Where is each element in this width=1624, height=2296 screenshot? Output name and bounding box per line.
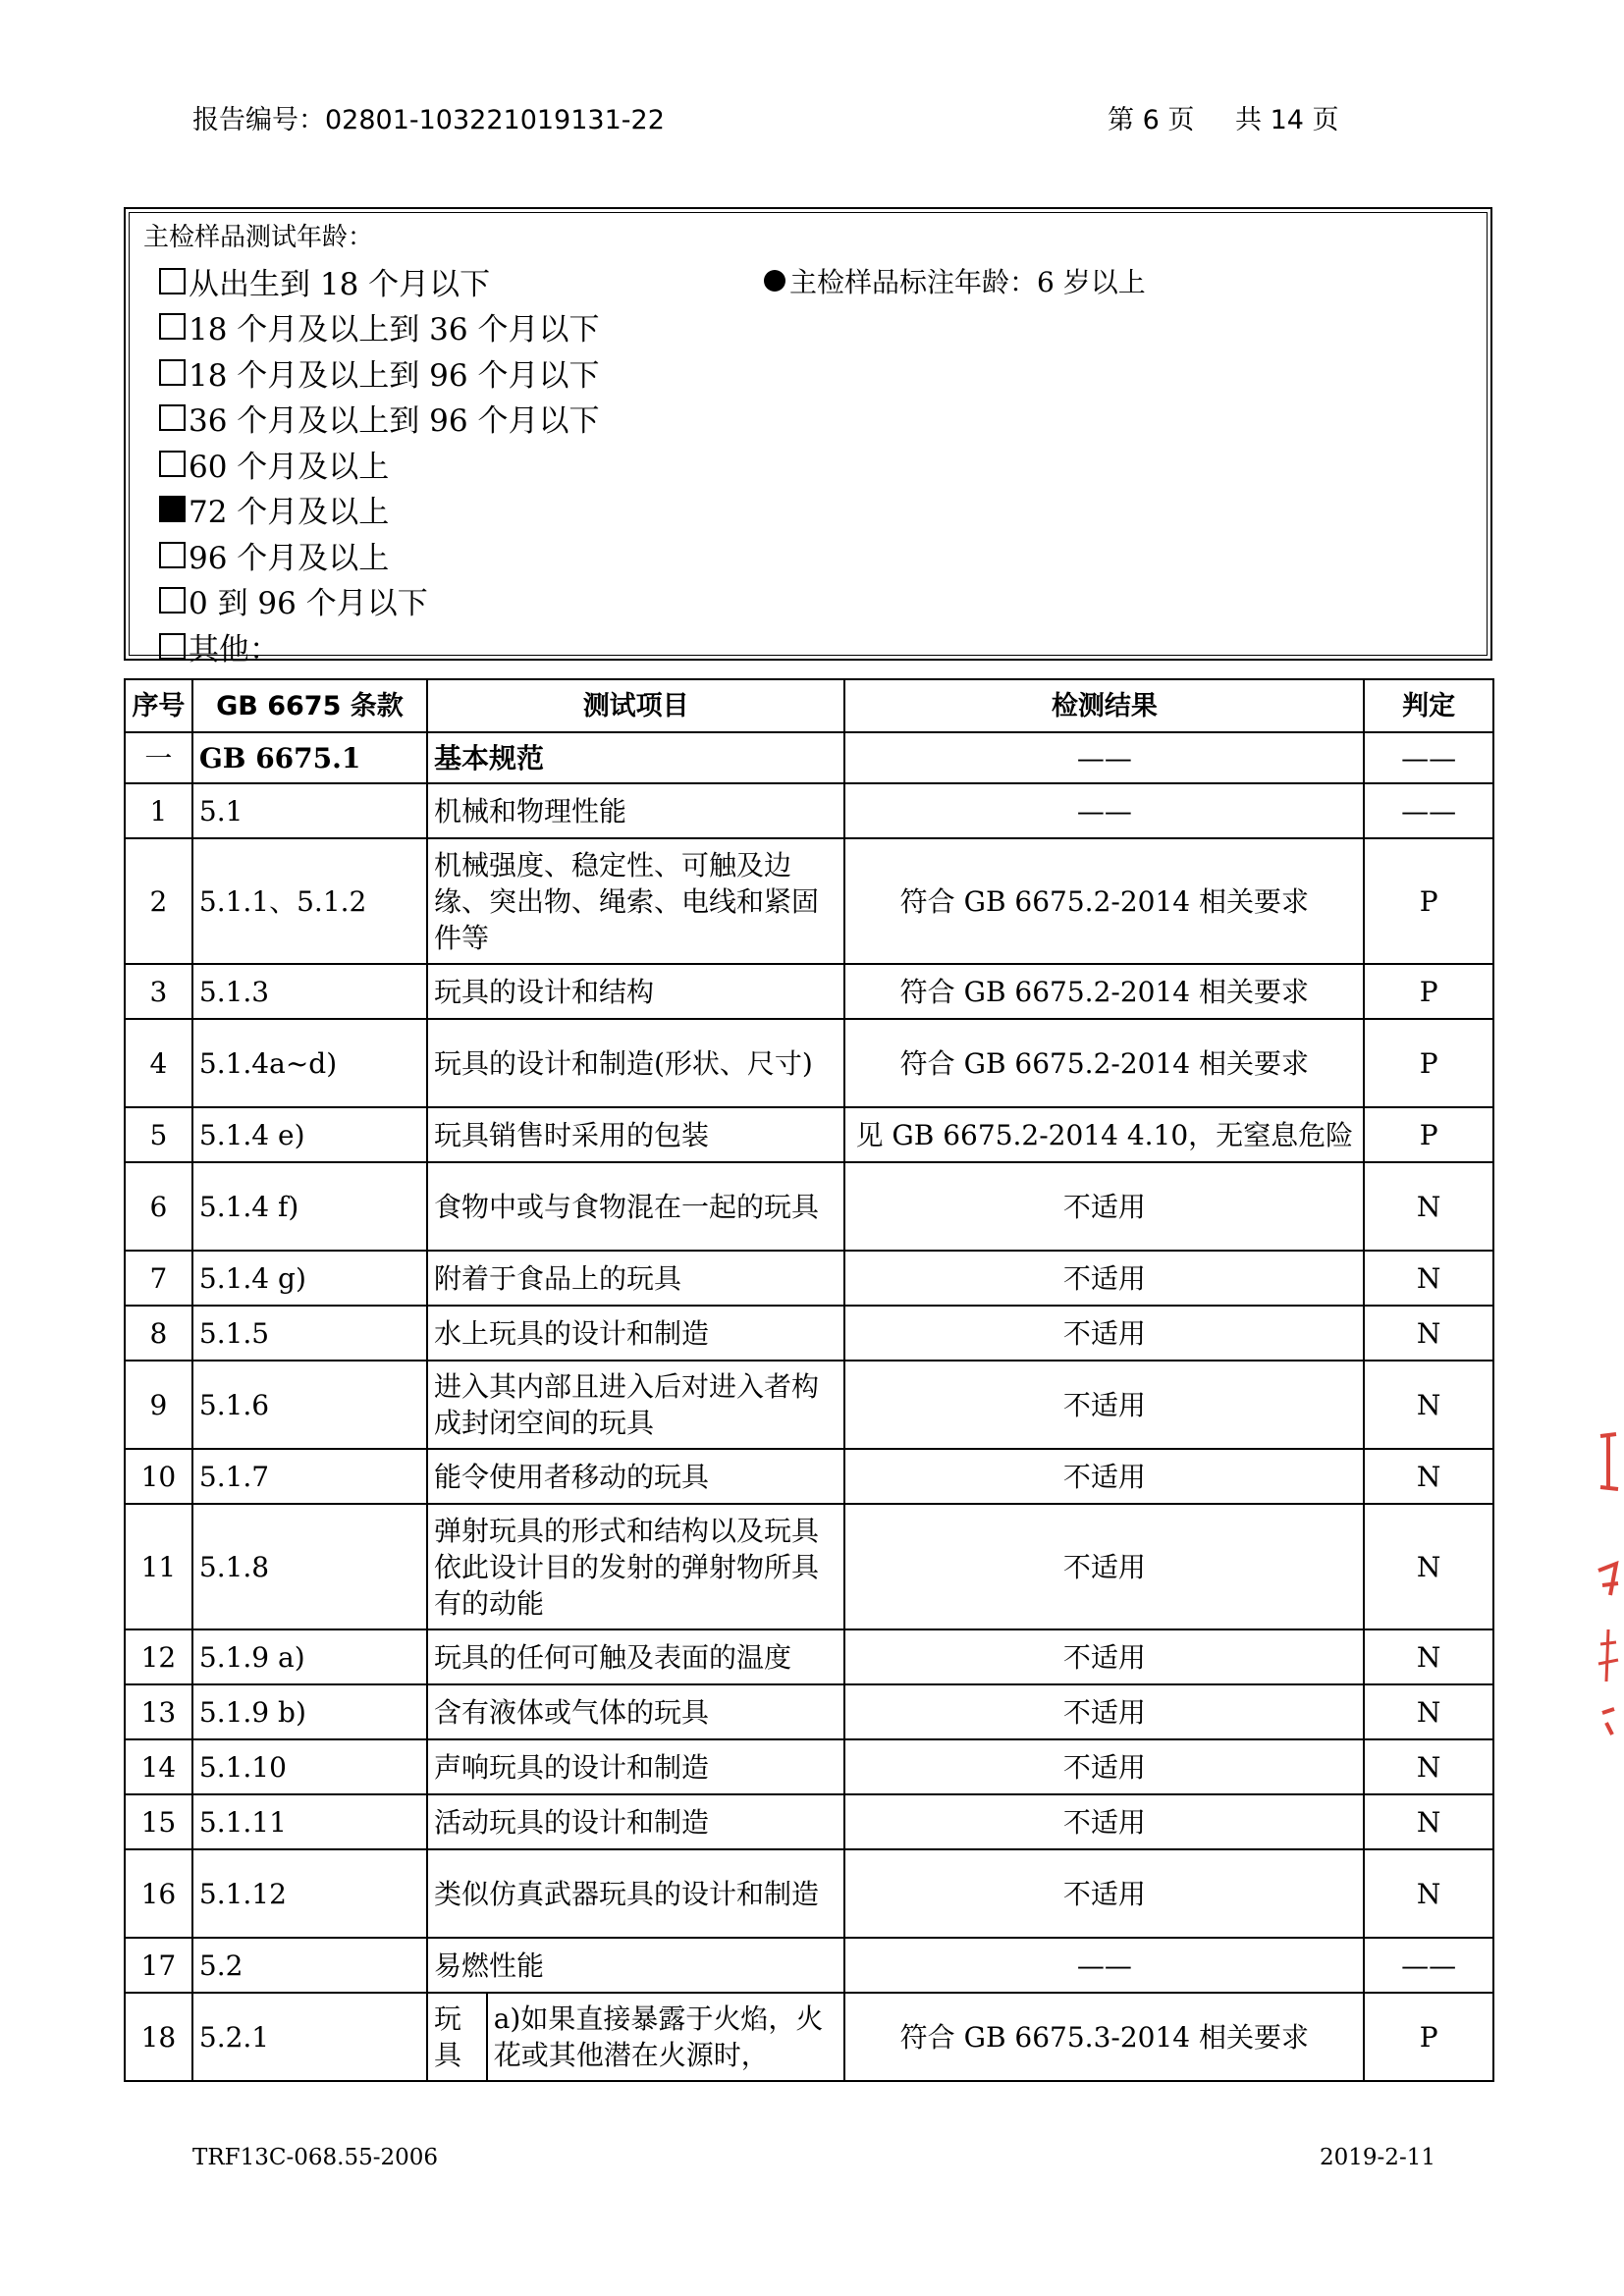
marked-age: 主检样品标注年龄：6 岁以上	[764, 258, 1146, 304]
report-number: 报告编号：02801-103221019131-22	[192, 105, 665, 135]
cell-result: ——	[844, 1938, 1364, 1993]
cell-clause: 5.1.4 f)	[192, 1162, 427, 1251]
cell-item: 类似仿真武器玩具的设计和制造	[427, 1849, 844, 1938]
cell-verdict: N	[1364, 1361, 1493, 1449]
cell-result: 符合 GB 6675.2-2014 相关要求	[844, 838, 1364, 964]
cell-clause: 5.1.9 a)	[192, 1629, 427, 1684]
cell-verdict: N	[1364, 1306, 1493, 1361]
cell-result: ——	[844, 783, 1364, 838]
cell-result: 符合 GB 6675.2-2014 相关要求	[844, 964, 1364, 1019]
cell-no: 一	[125, 732, 192, 783]
cell-result: 不适用	[844, 1361, 1364, 1449]
cell-item: 水上玩具的设计和制造	[427, 1306, 844, 1361]
cell-no: 15	[125, 1794, 192, 1849]
checkbox[interactable]	[159, 451, 186, 477]
page-number: 第 6 页	[1108, 105, 1195, 135]
cell-clause: 5.1.6	[192, 1361, 427, 1449]
table-row	[125, 732, 1493, 783]
col-header-result: 检测结果	[844, 679, 1364, 732]
cell-no: 17	[125, 1938, 192, 1993]
table-row	[125, 838, 1493, 964]
age-option: 从出生到 18 个月以下	[159, 258, 599, 304]
table-row	[125, 1849, 1493, 1938]
checkbox[interactable]	[159, 633, 186, 660]
cell-clause: 5.1.9 b)	[192, 1684, 427, 1739]
cell-clause: 5.1.11	[192, 1794, 427, 1849]
age-option: 18 个月及以上到 36 个月以下	[159, 304, 599, 350]
checkbox[interactable]	[159, 268, 186, 294]
cell-no: 16	[125, 1849, 192, 1938]
table-row	[125, 1306, 1493, 1361]
table-row	[125, 1739, 1493, 1794]
cell-item: 含有液体或气体的玩具	[427, 1684, 844, 1739]
cell-verdict: N	[1364, 1251, 1493, 1306]
cell-clause: GB 6675.1	[192, 732, 427, 783]
cell-verdict: P	[1364, 838, 1493, 964]
cell-verdict: N	[1364, 1684, 1493, 1739]
table-row	[125, 1162, 1493, 1251]
age-option: 72 个月及以上	[159, 487, 599, 533]
cell-verdict: ——	[1364, 1938, 1493, 1993]
cell-verdict: N	[1364, 1504, 1493, 1629]
cell-result: 不适用	[844, 1306, 1364, 1361]
cell-no: 11	[125, 1504, 192, 1629]
cell-no: 8	[125, 1306, 192, 1361]
cell-item-sub: a)如果直接暴露于火焰，火花或其他潜在火源时，	[487, 1993, 845, 2081]
cell-clause: 5.2.1	[192, 1993, 427, 2081]
cell-verdict: P	[1364, 1019, 1493, 1107]
cell-no: 6	[125, 1162, 192, 1251]
cell-no: 1	[125, 783, 192, 838]
age-option: 36 个月及以上到 96 个月以下	[159, 396, 599, 442]
cell-clause: 5.1.4 g)	[192, 1251, 427, 1306]
cell-no: 13	[125, 1684, 192, 1739]
cell-clause: 5.1.1、5.1.2	[192, 838, 427, 964]
col-header-clause: GB 6675 条款	[192, 679, 427, 732]
cell-clause: 5.1.4 e)	[192, 1107, 427, 1162]
table-row	[125, 783, 1493, 838]
cell-clause: 5.1.12	[192, 1849, 427, 1938]
age-option: 18 个月及以上到 96 个月以下	[159, 349, 599, 396]
cell-item: 玩具的设计和结构	[427, 964, 844, 1019]
table-header-row	[125, 679, 1493, 732]
partial-seal-stamp	[1595, 1428, 1624, 1752]
cell-clause: 5.1.7	[192, 1449, 427, 1504]
cell-clause: 5.2	[192, 1938, 427, 1993]
cell-result: 不适用	[844, 1794, 1364, 1849]
page-header	[0, 98, 1624, 141]
cell-item: 玩具的设计和制造(形状、尺寸)	[427, 1019, 844, 1107]
age-options-list	[159, 258, 599, 669]
table-row	[125, 1449, 1493, 1504]
cell-clause: 5.1.3	[192, 964, 427, 1019]
checkbox[interactable]	[159, 313, 186, 340]
age-option: 60 个月及以上	[159, 441, 599, 487]
cell-item: 进入其内部且进入后对进入者构成封闭空间的玩具	[427, 1361, 844, 1449]
cell-clause: 5.1	[192, 783, 427, 838]
cell-clause: 5.1.4a~d)	[192, 1019, 427, 1107]
footer-date: 2019-2-11	[1320, 2145, 1435, 2170]
cell-clause: 5.1.10	[192, 1739, 427, 1794]
cell-no: 4	[125, 1019, 192, 1107]
cell-verdict: P	[1364, 1993, 1493, 2081]
cell-verdict: ——	[1364, 732, 1493, 783]
cell-verdict: ——	[1364, 783, 1493, 838]
cell-clause: 5.1.5	[192, 1306, 427, 1361]
table-row	[125, 1361, 1493, 1449]
cell-result: 不适用	[844, 1629, 1364, 1684]
cell-item: 机械强度、稳定性、可触及边缘、突出物、绳索、电线和紧固件等	[427, 838, 844, 964]
cell-no: 3	[125, 964, 192, 1019]
cell-verdict: N	[1364, 1629, 1493, 1684]
col-header-verdict: 判定	[1364, 679, 1493, 732]
cell-item: 能令使用者移动的玩具	[427, 1449, 844, 1504]
bullet-icon	[764, 270, 785, 292]
cell-no: 9	[125, 1361, 192, 1449]
form-number: TRF13C-068.55-2006	[192, 2145, 439, 2170]
cell-item: 声响玩具的设计和制造	[427, 1739, 844, 1794]
cell-result: ——	[844, 732, 1364, 783]
cell-item: 机械和物理性能	[427, 783, 844, 838]
age-option: 0 到 96 个月以下	[159, 578, 599, 624]
cell-no: 7	[125, 1251, 192, 1306]
cell-item: 基本规范	[427, 732, 844, 783]
cell-result: 见 GB 6675.2-2014 4.10，无窒息危险	[844, 1107, 1364, 1162]
cell-no: 5	[125, 1107, 192, 1162]
checkbox[interactable]	[159, 496, 186, 522]
cell-result: 不适用	[844, 1849, 1364, 1938]
cell-result: 不适用	[844, 1504, 1364, 1629]
cell-clause: 5.1.8	[192, 1504, 427, 1629]
checkbox[interactable]	[159, 542, 186, 568]
cell-item: 弹射玩具的形式和结构以及玩具依此设计目的发射的弹射物所具有的动能	[427, 1504, 844, 1629]
cell-verdict: N	[1364, 1849, 1493, 1938]
cell-no: 14	[125, 1739, 192, 1794]
cell-verdict: N	[1364, 1739, 1493, 1794]
table-row	[125, 1938, 1493, 1993]
cell-verdict: P	[1364, 1107, 1493, 1162]
table-row	[125, 1684, 1493, 1739]
cell-no: 18	[125, 1993, 192, 2081]
table-row	[125, 1794, 1493, 1849]
cell-result: 不适用	[844, 1684, 1364, 1739]
cell-item: 玩具的任何可触及表面的温度	[427, 1629, 844, 1684]
cell-result: 不适用	[844, 1162, 1364, 1251]
cell-result: 符合 GB 6675.2-2014 相关要求	[844, 1019, 1364, 1107]
cell-item: 玩具销售时采用的包装	[427, 1107, 844, 1162]
table-row	[125, 1993, 1493, 2081]
checkbox[interactable]	[159, 404, 186, 431]
cell-verdict: N	[1364, 1162, 1493, 1251]
table-row	[125, 1107, 1493, 1162]
cell-result: 不适用	[844, 1449, 1364, 1504]
cell-verdict: N	[1364, 1449, 1493, 1504]
age-section-title: 主检样品测试年龄：	[143, 223, 374, 252]
cell-result: 符合 GB 6675.3-2014 相关要求	[844, 1993, 1364, 2081]
cell-verdict: N	[1364, 1794, 1493, 1849]
age-option: 96 个月及以上	[159, 532, 599, 578]
table-row	[125, 964, 1493, 1019]
checkbox[interactable]	[159, 587, 186, 614]
cell-verdict: P	[1364, 964, 1493, 1019]
cell-item: 活动玩具的设计和制造	[427, 1794, 844, 1849]
test-results-table	[124, 678, 1494, 2082]
cell-result: 不适用	[844, 1251, 1364, 1306]
cell-no: 2	[125, 838, 192, 964]
table-row	[125, 1504, 1493, 1629]
total-pages: 共 14 页	[1235, 105, 1339, 135]
table-row	[125, 1251, 1493, 1306]
table-row	[125, 1629, 1493, 1684]
col-header-no: 序号	[125, 679, 192, 732]
table-row	[125, 1019, 1493, 1107]
checkbox[interactable]	[159, 359, 186, 386]
test-age-box	[124, 207, 1492, 667]
cell-no: 12	[125, 1629, 192, 1684]
cell-item: 附着于食品上的玩具	[427, 1251, 844, 1306]
cell-item-main: 玩具	[427, 1993, 487, 2081]
cell-item: 食物中或与食物混在一起的玩具	[427, 1162, 844, 1251]
cell-item: 易燃性能	[427, 1938, 844, 1993]
col-header-item: 测试项目	[427, 679, 844, 732]
age-option: 其他：	[159, 623, 599, 669]
cell-no: 10	[125, 1449, 192, 1504]
cell-result: 不适用	[844, 1739, 1364, 1794]
